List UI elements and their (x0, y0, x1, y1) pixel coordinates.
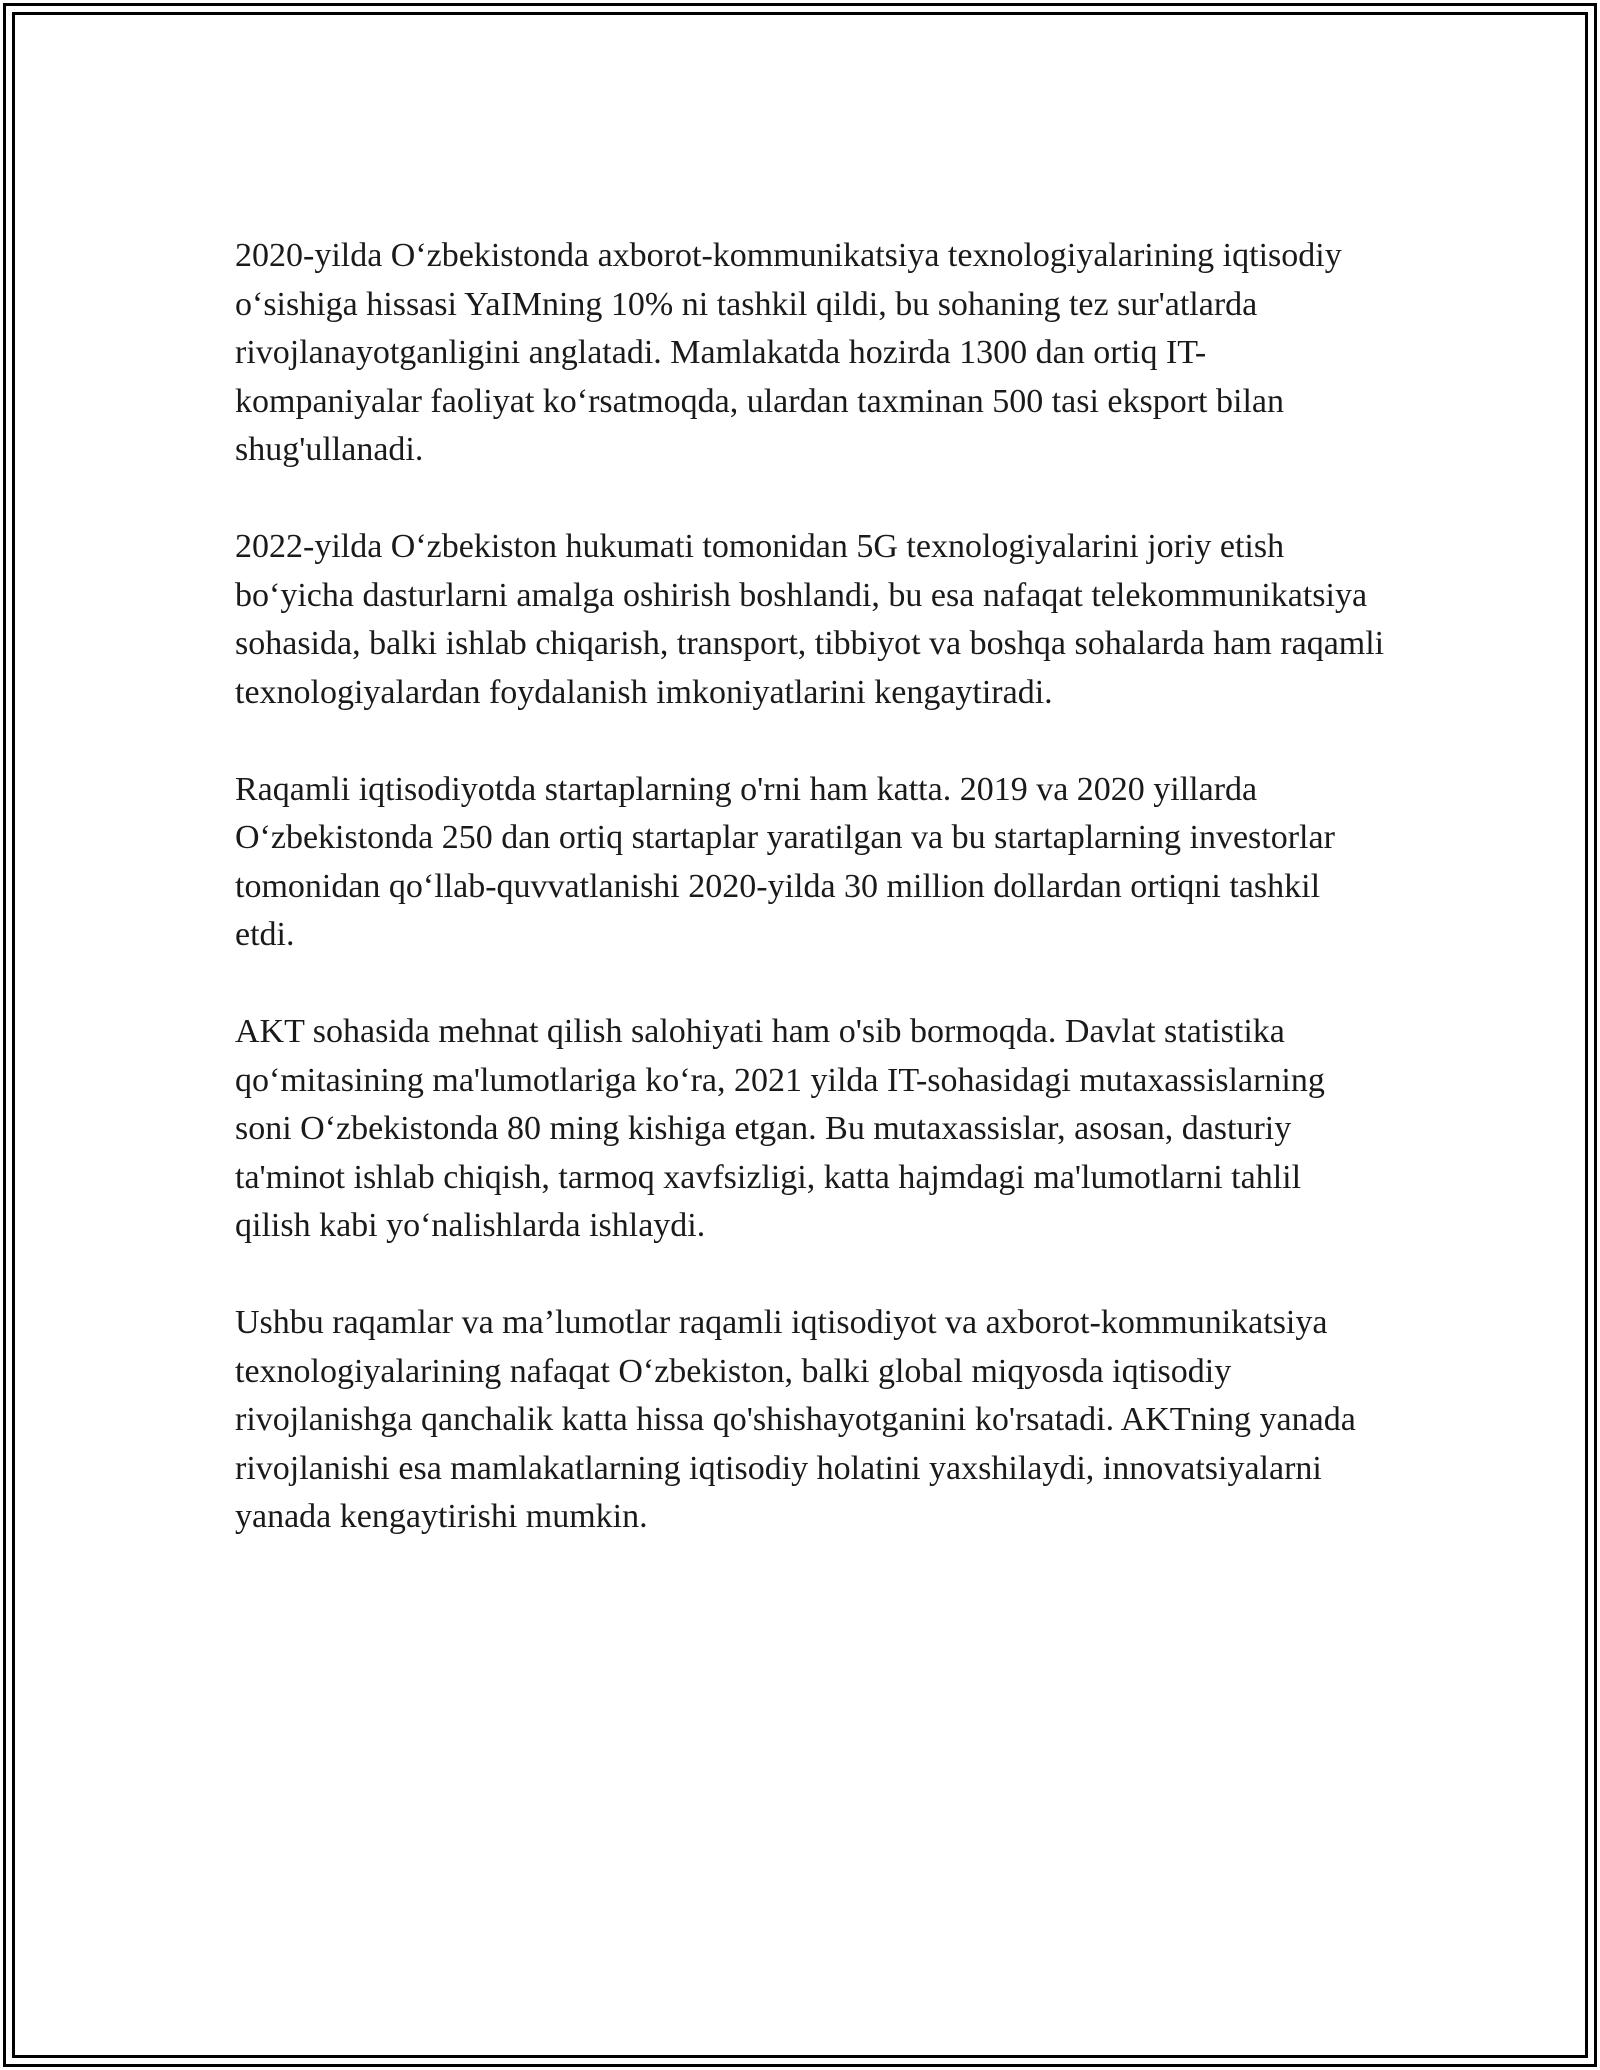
paragraph-5: Ushbu raqamlar va ma’lumotlar raqamli iqtisodiyot va axborot-kommunikatsiya texnologiyalarining nafaqat O‘zbekiston, balki global miqyosda iqtisodiy rivojlanishga qanchalik katta hissa qo'shishayotganini ko'rsatadi. AKTning yanada rivojlanishi esa mamlakatlarning iqtisodiy holatini yaxshilaydi, innovatsiyalarni yanada kengaytirishi mumkin. (235, 1304, 1356, 1535)
paragraph-4: AKT sohasida mehnat qilish salohiyati ham o'sib bormoqda. Davlat statistika qo‘mitasining ma'lumotlariga ko‘ra, 2021 yilda IT-sohasidagi mutaxassislarning soni O‘zbekistonda 80 ming kishiga etgan. Bu mutaxassislar, asosan, dasturiy ta'minot ishlab chiqish, tarmoq xavfsizligi, katta hajmdagi ma'lumotlarni tahlil qilish kabi yo‘nalishlarda ishlaydi. (235, 1013, 1325, 1244)
document-body (235, 232, 1385, 1590)
paragraph-2: 2022-yilda O‘zbekiston hukumati tomonidan 5G texnologiyalarini joriy etish bo‘yicha dasturlarni amalga oshirish boshlandi, bu esa nafaqat telekommunikatsiya sohasida, balki ishlab chiqarish, transport, tibbiyot va boshqa sohalarda ham raqamli texnologiyalardan foydalanish imkoniyatlarini kengaytiradi. (235, 528, 1385, 711)
paragraph-1: 2020-yilda O‘zbekistonda axborot-kommunikatsiya texnologiyalarining iqtisodiy o‘sishiga hissasi YaIMning 10% ni tashkil qildi, bu sohaning tez sur'atlarda rivojlanayotganligini anglatadi. Mamlakatda hozirda 1300 dan ortiq IT-kompaniyalar faoliyat ko‘rsatmoqda, ulardan taxminan 500 tasi eksport bilan shug'ullanadi. (235, 237, 1342, 468)
paragraph-3: Raqamli iqtisodiyotda startaplarning o'rni ham katta. 2019 va 2020 yillarda O‘zbekistonda 250 dan ortiq startaplar yaratilgan va bu startaplarning investorlar tomonidan qo‘llab-quvvatlanishi 2020-yilda 30 million dollardan ortiqni tashkil etdi. (235, 770, 1335, 953)
